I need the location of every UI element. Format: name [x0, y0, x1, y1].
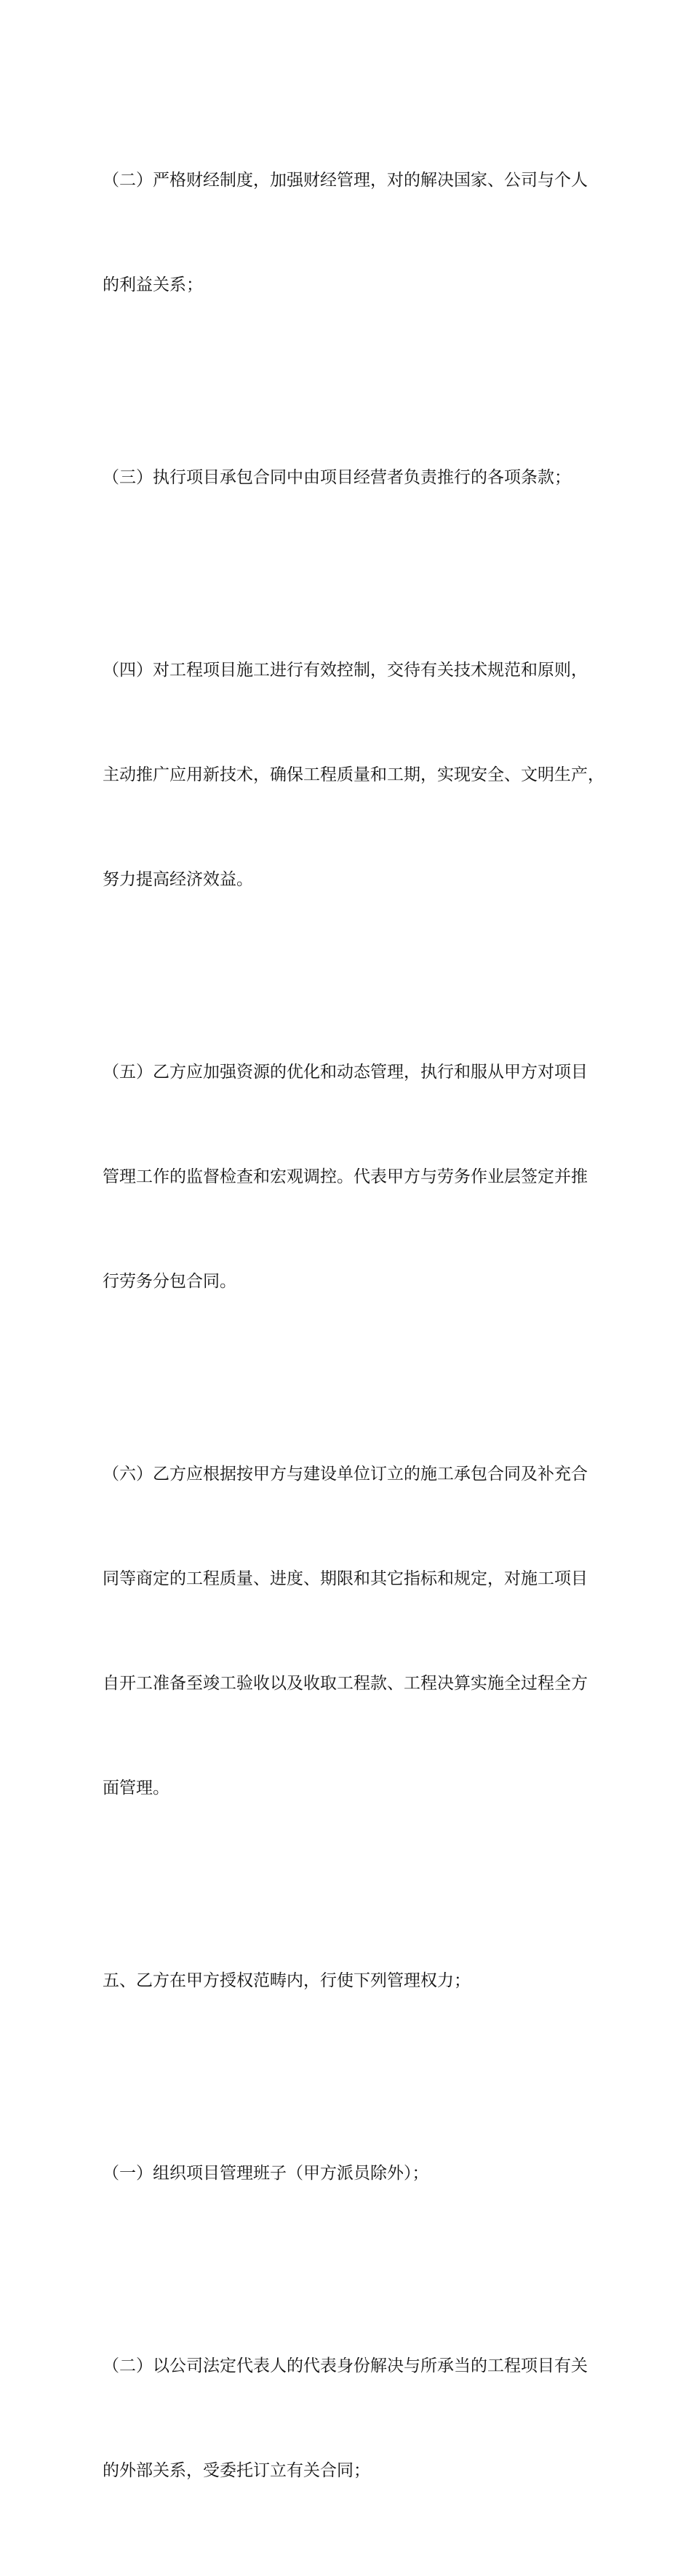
document-body [103, 93, 604, 2576]
paragraph-line: （二）严格财经制度，加强财经管理，对的解决国家、公司与个人 [103, 171, 588, 190]
paragraph-line: （一）组织项目管理班子（甲方派员除外）； [103, 2164, 429, 2183]
paragraph-line: 的利益关系； [103, 275, 203, 294]
paragraph-line: 的外部关系，受委托订立有关合同； [103, 2461, 370, 2480]
paragraph-line: （六）乙方应根据按甲方与建设单位订立的施工承包合同及补充合 [103, 1465, 588, 1484]
paragraph-resource-management [103, 985, 590, 1369]
paragraph-contract-execution [103, 390, 590, 565]
paragraph-line: 面管理。 [103, 1779, 169, 1798]
paragraph-line: 管理工作的监督检查和宏观调控。代表甲方与劳务作业层签定并推 [103, 1167, 588, 1186]
paragraph-line: （四）对工程项目施工进行有效控制，交待有关技术规范和原则， [103, 661, 588, 680]
paragraph-line: 同等商定的工程质量、进度、期限和其它指标和规定，对施工项目 [103, 1569, 588, 1588]
paragraph-finance-management [103, 93, 590, 372]
paragraph-project-team [103, 2086, 590, 2261]
paragraph-full-process-management [103, 1387, 590, 1875]
paragraph-line: 五、乙方在甲方授权范畴内，行使下列管理权力； [103, 1971, 471, 1990]
paragraph-line: 自开工准备至竣工验收以及收取工程款、工程决算实施全过程全方 [103, 1674, 588, 1693]
section-heading-authority [103, 1893, 590, 2068]
paragraph-line: 行劳务分包合同。 [103, 1272, 236, 1291]
paragraph-external-relations [103, 2279, 590, 2558]
paragraph-construction-control [103, 583, 604, 967]
paragraph-line: 努力提高经济效益。 [103, 870, 253, 889]
paragraph-line: （三）执行项目承包合同中由项目经营者负责推行的各项条款； [103, 468, 571, 487]
paragraph-line: 主动推广应用新技术，确保工程质量和工期，实现安全、文明生产， [103, 765, 604, 784]
paragraph-line: （二）以公司法定代表人的代表身份解决与所承当的工程项目有关 [103, 2356, 588, 2375]
paragraph-line: （五）乙方应加强资源的优化和动态管理，执行和服从甲方对项目 [103, 1063, 588, 1082]
